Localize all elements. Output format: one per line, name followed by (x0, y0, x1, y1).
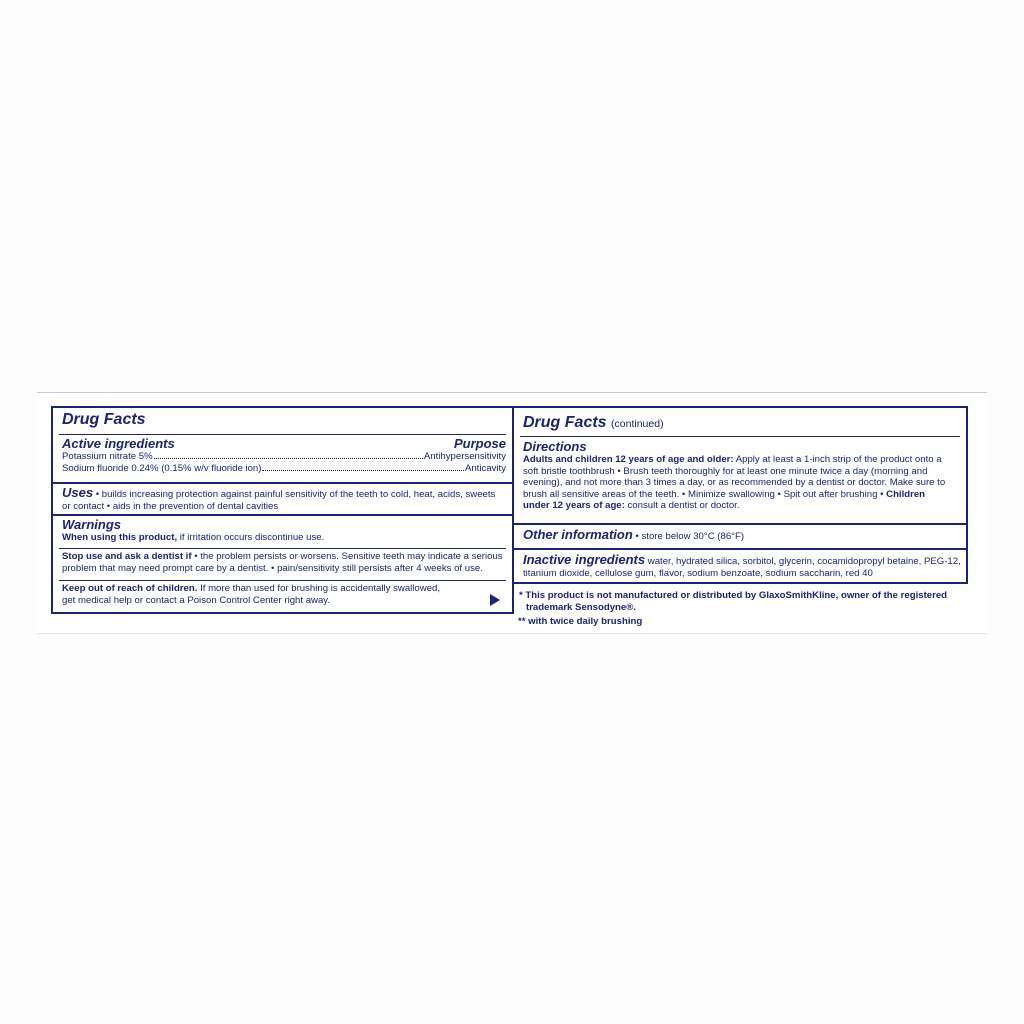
warnings-heading: Warnings (62, 517, 121, 532)
active-ingredients-heading: Active ingredients (62, 436, 175, 451)
directions-heading: Directions (523, 439, 587, 454)
keep-out-section: Keep out of reach of children. If more than used for brushing is accidentally swallowed, get medical help or contact a Poison Control Center right away. (62, 583, 441, 606)
drug-facts-continued-title: Drug Facts (continued) (523, 414, 664, 431)
divider (53, 482, 512, 484)
divider (520, 436, 960, 437)
drug-facts-title: Drug Facts (62, 411, 146, 428)
continued-arrow-icon (490, 594, 500, 606)
trademark-footnote: * This product is not manufactured or distributed by GlaxoSmithKline, owner of the registered trademark Sensodyne®. (519, 590, 948, 613)
inactive-ingredients-section: Inactive ingredients water, hydrated silica, sorbitol, glycerin, cocamidopropyl betaine, PEG-12, titanium dioxide, cellulose gum, flavor, sodium benzoate, sodium saccharin, red 40 (523, 552, 961, 579)
divider (59, 434, 506, 435)
divider (514, 523, 966, 525)
brushing-footnote: ** with twice daily brushing (518, 616, 643, 627)
uses-section: Uses • builds increasing protection against painful sensitivity of the teeth to cold, heat, acids, sweets or contact • aids in the prevention of dental cavities (62, 485, 496, 512)
divider (59, 580, 506, 581)
drug-facts-right-panel (512, 406, 968, 584)
stop-use-section: Stop use and ask a dentist if • the problem persists or worsens. Sensitive teeth may indicate a serious problem that may need prompt care by a dentist. • pain/sensitivity still persists after 4 weeks of use. (62, 551, 503, 574)
directions-section: Directions Adults and children 12 years of age and older: Apply at least a 1-inch strip of the product onto a soft bristle toothbrush • Brush teeth thoroughly for at least one minute twice a day (morning and evening), and not more than 3 times a day, or as recommended by a dentist or doctor. Make sure to brush all sensitive areas of the teeth. • Minimize swallowing • Spit out after brushing • Children under 12 years of age: consult a dentist or doctor. (523, 440, 960, 512)
purpose-heading: Purpose (453, 436, 506, 451)
other-information-section: Other information • store below 30°C (86°F) (523, 527, 745, 542)
warnings-section: Warnings When using this product, if irritation occurs discontinue use. (62, 518, 506, 544)
ingredient-row: Sodium fluoride 0.24% (0.15% w/v fluoride ion) Anticavity (62, 462, 506, 474)
divider (59, 548, 506, 549)
divider (53, 514, 512, 516)
ingredient-row: Potassium nitrate 5% Antihypersensitivity (62, 451, 506, 462)
drug-facts-label (37, 392, 987, 633)
divider (514, 548, 966, 550)
active-ingredients-section (62, 437, 506, 474)
drug-facts-left-panel (51, 406, 514, 614)
